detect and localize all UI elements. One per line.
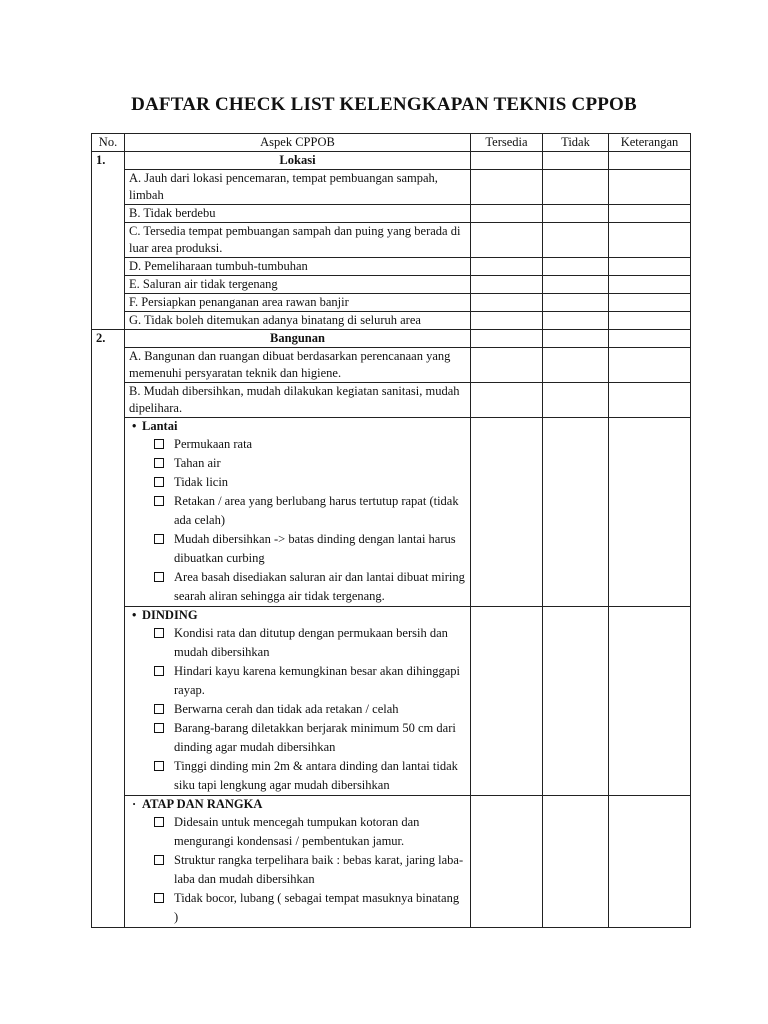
checkbox-icon[interactable] bbox=[154, 893, 164, 903]
section-row-lokasi bbox=[92, 152, 691, 170]
keterangan-cell[interactable] bbox=[609, 796, 691, 928]
section-title: Lokasi bbox=[125, 152, 471, 170]
check-item: Hindari kayu karena kemungkinan besar akan dihinggapi rayap. bbox=[129, 662, 466, 700]
check-item: Barang-barang diletakkan berjarak minimum 50 cm dari dinding agar mudah dibersihkan bbox=[129, 719, 466, 757]
keterangan-cell[interactable] bbox=[609, 418, 691, 607]
check-item: Tahan air bbox=[129, 454, 466, 473]
table-row bbox=[92, 312, 691, 330]
header-aspek: Aspek CPPOB bbox=[125, 134, 471, 152]
checkbox-icon[interactable] bbox=[154, 666, 164, 676]
tersedia-cell[interactable] bbox=[471, 294, 543, 312]
header-row bbox=[92, 134, 691, 152]
document-title: DAFTAR CHECK LIST KELENGKAPAN TEKNIS CPPOB bbox=[131, 94, 637, 115]
aspect-item: B. Mudah dibersihkan, mudah dilakukan kegiatan sanitasi, mudah dipelihara. bbox=[125, 383, 471, 418]
tidak-cell[interactable] bbox=[543, 258, 609, 276]
bullet-icon: • bbox=[132, 608, 137, 622]
keterangan-cell[interactable] bbox=[609, 607, 691, 796]
table-row bbox=[92, 276, 691, 294]
check-item: Tinggi dinding min 2m & antara dinding dan lantai tidak siku tapi lengkung agar mudah dibersihkan bbox=[129, 757, 466, 795]
tidak-cell[interactable] bbox=[543, 418, 609, 607]
table-row bbox=[92, 258, 691, 276]
tidak-cell[interactable] bbox=[543, 607, 609, 796]
tersedia-cell[interactable] bbox=[471, 330, 543, 348]
section-number: 1. bbox=[92, 152, 125, 170]
subgroup-heading: • Lantai bbox=[132, 419, 178, 433]
keterangan-cell[interactable] bbox=[609, 330, 691, 348]
tidak-cell[interactable] bbox=[543, 348, 609, 383]
keterangan-cell[interactable] bbox=[609, 170, 691, 205]
aspect-item: F. Persiapkan penanganan area rawan banjir bbox=[125, 294, 471, 312]
tidak-cell[interactable] bbox=[543, 294, 609, 312]
subgroup-heading: • DINDING bbox=[132, 608, 198, 622]
checklist-table bbox=[91, 133, 691, 928]
aspect-item: A. Bangunan dan ruangan dibuat berdasarkan perencanaan yang memenuhi persyaratan teknik dan higiene. bbox=[125, 348, 471, 383]
tidak-cell[interactable] bbox=[543, 205, 609, 223]
table-row bbox=[92, 348, 691, 383]
tersedia-cell[interactable] bbox=[471, 258, 543, 276]
tersedia-cell[interactable] bbox=[471, 312, 543, 330]
check-item: Mudah dibersihkan -> batas dinding dengan lantai harus dibuatkan curbing bbox=[129, 530, 466, 568]
table-row bbox=[92, 205, 691, 223]
header-tidak: Tidak bbox=[543, 134, 609, 152]
keterangan-cell[interactable] bbox=[609, 294, 691, 312]
checkbox-icon[interactable] bbox=[154, 458, 164, 468]
checkbox-icon[interactable] bbox=[154, 855, 164, 865]
keterangan-cell[interactable] bbox=[609, 152, 691, 170]
checkbox-icon[interactable] bbox=[154, 704, 164, 714]
checkbox-icon[interactable] bbox=[154, 477, 164, 487]
keterangan-cell[interactable] bbox=[609, 205, 691, 223]
check-item: Didesain untuk mencegah tumpukan kotoran dan mengurangi kondensasi / pembentukan jamur. bbox=[129, 813, 466, 851]
check-item: Kondisi rata dan ditutup dengan permukaan bersih dan mudah dibersihkan bbox=[129, 624, 466, 662]
check-item: Retakan / area yang berlubang harus tertutup rapat (tidak ada celah) bbox=[129, 492, 466, 530]
checkbox-icon[interactable] bbox=[154, 572, 164, 582]
table-row bbox=[92, 223, 691, 258]
tersedia-cell[interactable] bbox=[471, 170, 543, 205]
aspect-item: B. Tidak berdebu bbox=[125, 205, 471, 223]
checkbox-icon[interactable] bbox=[154, 723, 164, 733]
tersedia-cell[interactable] bbox=[471, 348, 543, 383]
checkbox-icon[interactable] bbox=[154, 628, 164, 638]
tidak-cell[interactable] bbox=[543, 152, 609, 170]
tersedia-cell[interactable] bbox=[471, 276, 543, 294]
section-number: 2. bbox=[92, 330, 125, 348]
check-item: Struktur rangka terpelihara baik : bebas karat, jaring laba-laba dan mudah dibersihkan bbox=[129, 851, 466, 889]
checkbox-icon[interactable] bbox=[154, 817, 164, 827]
header-keterangan: Keterangan bbox=[609, 134, 691, 152]
tidak-cell[interactable] bbox=[543, 383, 609, 418]
subgroup-heading: · ATAP DAN RANGKA bbox=[132, 797, 263, 811]
tidak-cell[interactable] bbox=[543, 796, 609, 928]
bullet-icon: · bbox=[132, 797, 137, 811]
subgroup-row-atap bbox=[92, 796, 691, 928]
checkbox-icon[interactable] bbox=[154, 496, 164, 506]
tersedia-cell[interactable] bbox=[471, 607, 543, 796]
aspect-item: D. Pemeliharaan tumbuh-tumbuhan bbox=[125, 258, 471, 276]
aspect-item: G. Tidak boleh ditemukan adanya binatang di seluruh area bbox=[125, 312, 471, 330]
keterangan-cell[interactable] bbox=[609, 258, 691, 276]
aspect-item: E. Saluran air tidak tergenang bbox=[125, 276, 471, 294]
check-item: Tidak bocor, lubang ( sebagai tempat masuknya binatang ) bbox=[129, 889, 466, 927]
tidak-cell[interactable] bbox=[543, 223, 609, 258]
checkbox-icon[interactable] bbox=[154, 439, 164, 449]
header-no: No. bbox=[92, 134, 125, 152]
tidak-cell[interactable] bbox=[543, 170, 609, 205]
tidak-cell[interactable] bbox=[543, 276, 609, 294]
section-row-bangunan bbox=[92, 330, 691, 348]
tersedia-cell[interactable] bbox=[471, 152, 543, 170]
tersedia-cell[interactable] bbox=[471, 418, 543, 607]
table-row bbox=[92, 383, 691, 418]
checkbox-icon[interactable] bbox=[154, 534, 164, 544]
bullet-icon: • bbox=[132, 419, 137, 433]
subgroup-row-lantai bbox=[92, 418, 691, 607]
keterangan-cell[interactable] bbox=[609, 348, 691, 383]
tersedia-cell[interactable] bbox=[471, 223, 543, 258]
check-item: Permukaan rata bbox=[129, 435, 466, 454]
tersedia-cell[interactable] bbox=[471, 383, 543, 418]
table-row bbox=[92, 294, 691, 312]
tidak-cell[interactable] bbox=[543, 312, 609, 330]
header-tersedia: Tersedia bbox=[471, 134, 543, 152]
subgroup-row-dinding bbox=[92, 607, 691, 796]
keterangan-cell[interactable] bbox=[609, 223, 691, 258]
tidak-cell[interactable] bbox=[543, 330, 609, 348]
checkbox-icon[interactable] bbox=[154, 761, 164, 771]
check-item: Area basah disediakan saluran air dan lantai dibuat miring searah aliran sehingga air tidak tergenang. bbox=[129, 568, 466, 606]
table-row bbox=[92, 170, 691, 205]
keterangan-cell[interactable] bbox=[609, 383, 691, 418]
keterangan-cell[interactable] bbox=[609, 276, 691, 294]
section-title: Bangunan bbox=[125, 330, 471, 348]
tersedia-cell[interactable] bbox=[471, 205, 543, 223]
aspect-item: A. Jauh dari lokasi pencemaran, tempat pembuangan sampah, limbah bbox=[125, 170, 471, 205]
check-item: Berwarna cerah dan tidak ada retakan / celah bbox=[129, 700, 466, 719]
tersedia-cell[interactable] bbox=[471, 796, 543, 928]
check-item: Tidak licin bbox=[129, 473, 466, 492]
aspect-item: C. Tersedia tempat pembuangan sampah dan puing yang berada di luar area produksi. bbox=[125, 223, 471, 258]
keterangan-cell[interactable] bbox=[609, 312, 691, 330]
